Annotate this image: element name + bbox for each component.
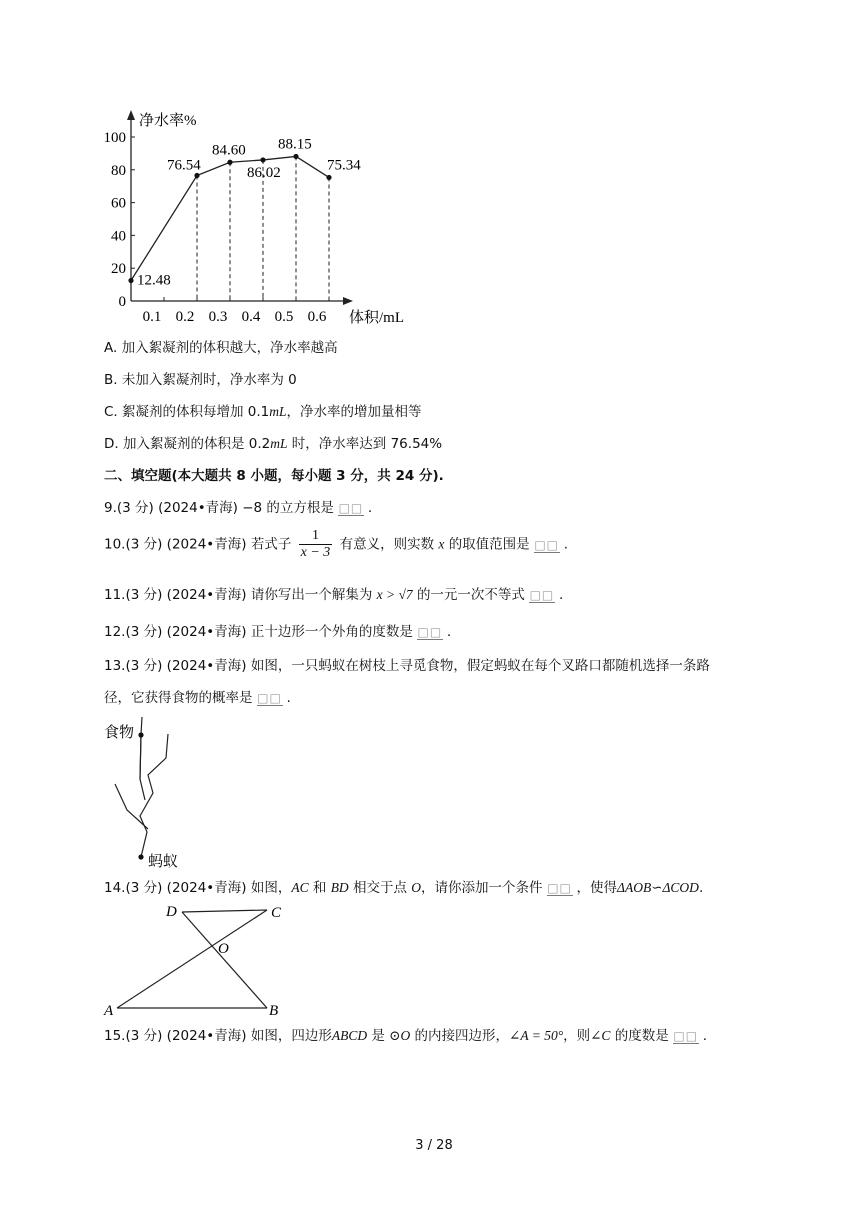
question-12 (104, 623, 451, 641)
answer-blank[interactable]: □□ (534, 537, 560, 552)
q15-angc: ∠C (590, 1028, 611, 1043)
q14-bd: BD (330, 880, 349, 895)
y-tick-label: 0 (118, 294, 126, 310)
fraction-denominator: x − 3 (300, 545, 331, 560)
y-tick-label: 60 (111, 195, 126, 212)
data-label: 76.54 (167, 157, 201, 174)
segment-dc (182, 910, 267, 912)
q12-suffix: . (446, 624, 452, 640)
q13-text: 径，它获得食物的概率是 (104, 690, 253, 706)
answer-blank[interactable]: □□ (547, 881, 572, 895)
data-point (326, 175, 331, 180)
option-d (104, 435, 442, 453)
q9-text: 9.(3 分) (2024•青海) −8 的立方根是 (104, 500, 334, 516)
ant-branch-figure (100, 712, 210, 872)
data-label: 86.02 (247, 164, 281, 181)
q15-abcd: ABCD (331, 1028, 368, 1043)
q14-suffix: . (698, 880, 704, 896)
segment-db (182, 912, 267, 1008)
q15-circle: ⊙O (389, 1028, 411, 1043)
section-title: 二、填空题(本大题共 8 小题，每小题 3 分，共 24 分). (104, 468, 444, 484)
q15-tail: 的内接四边形， (410, 1028, 510, 1044)
x-tick-label: 0.6 (307, 309, 327, 325)
ant-dot (138, 854, 143, 859)
y-axis-arrow (127, 110, 135, 120)
data-point (260, 157, 265, 162)
q15-mid: 是 (367, 1028, 390, 1044)
x-tick-label: 0.1 (142, 309, 162, 325)
option-b: B. 未加入絮凝剂时，净水率为 0 (104, 372, 297, 388)
data-point (227, 160, 232, 165)
y-tick-label: 100 (103, 130, 126, 146)
branch-food (140, 735, 141, 779)
q14-mid: 相交于点 (348, 880, 412, 896)
answer-blank[interactable]: □□ (257, 691, 282, 705)
q10-tail: 的取值范围是 (448, 536, 530, 553)
x-tick-label: 0.4 (241, 309, 261, 325)
x-tick-label: 0.5 (274, 309, 294, 325)
q14-cond: ，使得 (576, 880, 618, 896)
data-label: 84.60 (212, 142, 246, 159)
q10-text: 10.(3 分) (2024•青海) 若式子 (104, 536, 292, 553)
q11-text: 11.(3 分) (2024•青海) 请你写出一个解集为 (104, 587, 373, 603)
option-c-text: C. 絮凝剂的体积每增加 0.1 (104, 404, 270, 420)
question-13-line1: 13.(3 分) (2024•青海) 如图，一只蚂蚁在树枝上寻觅食物，假定蚂蚁在每个叉路口都随机选择一条路 (104, 658, 710, 674)
q14-sim: ΔAOB∽ΔCOD (617, 880, 699, 895)
option-d-tail: 时，净水率达到 76.54% (287, 436, 443, 452)
q15-text: 15.(3 分) (2024•青海) 如图，四边形 (104, 1028, 332, 1044)
fraction-numerator: 1 (311, 528, 319, 543)
q10-suffix: . (563, 536, 568, 553)
q14-and: 和 (308, 880, 331, 896)
point-b-label: B (269, 1003, 279, 1019)
food-dot (138, 732, 143, 737)
option-a: A. 加入絮凝剂的体积越大，净水率越高 (104, 340, 338, 356)
x-tick-label: 0.2 (175, 309, 195, 325)
question-13-line2 (104, 689, 291, 707)
answer-blank[interactable]: □□ (338, 501, 364, 515)
question-15 (104, 1027, 707, 1045)
q13-suffix: . (286, 690, 291, 706)
ant-label: 蚂蚁 (148, 854, 179, 870)
fraction (299, 528, 333, 561)
question-9 (104, 499, 372, 517)
point-d-label: D (166, 904, 177, 920)
q15-suffix: . (702, 1028, 708, 1044)
intersecting-lines-figure (100, 900, 300, 1022)
question-10 (104, 528, 568, 561)
point-o-label: O (218, 941, 229, 957)
q15-tail2: ，则 (563, 1028, 591, 1044)
segment-ca (117, 910, 267, 1008)
answer-blank[interactable]: □□ (417, 625, 443, 639)
x-axis-arrow (343, 297, 353, 305)
data-point (293, 154, 298, 159)
x-axis-label: 体积/mL (349, 310, 404, 326)
x-tick-label: 0.3 (208, 309, 228, 325)
q11-math: x > √7 (376, 587, 413, 602)
question-11 (104, 586, 563, 604)
y-tick-label: 20 (111, 261, 126, 278)
q14-tail: ，请你添加一个条件 (421, 880, 543, 896)
q9-suffix: . (367, 500, 373, 516)
question-14 (104, 879, 703, 897)
answer-blank[interactable]: □□ (673, 1029, 699, 1043)
point-c-label: C (271, 905, 282, 921)
option-d-text: D. 加入絮凝剂的体积是 0.2 (104, 436, 271, 452)
q10-middle: 有意义，则实数 (339, 536, 435, 553)
y-axis-label: 净水率% (139, 113, 197, 129)
point-a-label: A (104, 1003, 114, 1019)
option-d-unit: mL (270, 436, 288, 451)
data-point (194, 173, 199, 178)
q10-var: x (438, 536, 445, 552)
data-point (128, 278, 133, 283)
option-c (104, 403, 422, 421)
y-tick-label: 40 (111, 228, 126, 245)
q14-text: 14.(3 分) (2024•青海) 如图， (104, 880, 292, 896)
data-label: 88.15 (278, 136, 312, 153)
answer-blank[interactable]: □□ (529, 588, 555, 602)
page-number: 3 / 28 (415, 1138, 453, 1153)
q15-tail3: 的度数是 (610, 1028, 669, 1044)
water-purification-chart (95, 105, 415, 330)
q14-ac: AC (291, 880, 309, 895)
option-c-tail: ，净水率的增加量相等 (286, 404, 422, 420)
q12-text: 12.(3 分) (2024•青海) 正十边形一个外角的度数是 (104, 624, 413, 640)
q11-tail: 的一元一次不等式 (416, 587, 525, 603)
q15-angle: ∠A = 50° (509, 1028, 564, 1043)
q14-o: O (411, 880, 422, 895)
data-label: 12.48 (137, 272, 171, 289)
food-label: 食物 (104, 725, 135, 741)
q11-suffix: . (558, 587, 564, 603)
option-c-unit: mL (269, 404, 287, 419)
y-tick-label: 80 (111, 162, 126, 179)
data-label: 75.34 (327, 157, 361, 174)
